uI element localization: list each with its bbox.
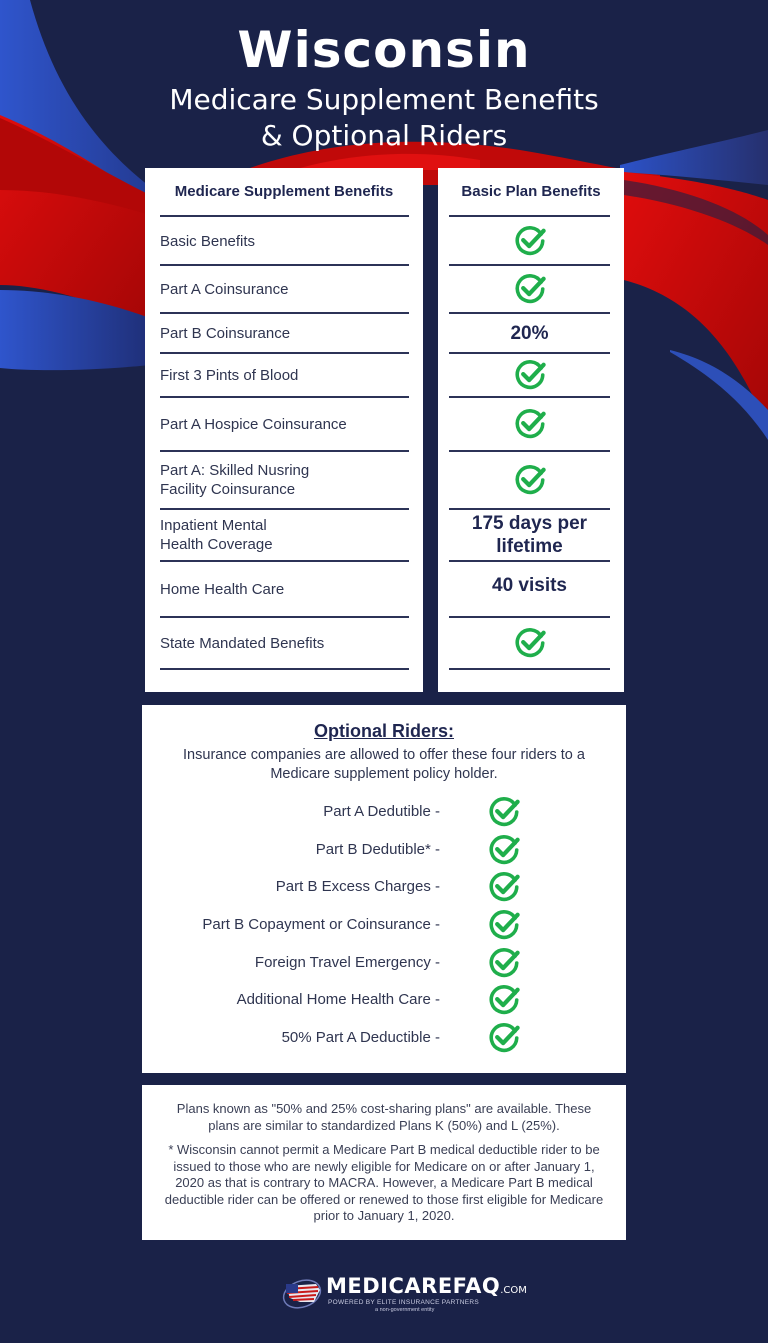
benefit-row-label: State Mandated Benefits	[160, 634, 325, 652]
plan-value-cell	[449, 398, 610, 450]
benefit-row-label: Part B Coinsurance	[160, 324, 291, 342]
divider	[160, 215, 409, 217]
plan-value-cell	[449, 218, 610, 264]
plan-value-cell	[449, 618, 610, 668]
rider-list	[142, 793, 626, 1057]
optional-riders-title: Optional Riders:	[313, 721, 454, 741]
green-check-icon	[513, 358, 547, 392]
rider-label: Part B Dedutible* -	[315, 840, 440, 858]
non-government-tagline: a non-government entity	[375, 1307, 435, 1313]
benefit-row-label: First 3 Pints of Blood	[160, 366, 299, 384]
plan-value-cell	[449, 354, 610, 396]
plan-value-line2: lifetime	[496, 536, 563, 557]
medicarefaq-logo	[280, 1272, 527, 1314]
page-subtitle-line2: & Optional Riders	[260, 119, 508, 152]
benefits-column-header: Medicare Supplement Benefits	[174, 183, 394, 200]
green-check-icon	[513, 224, 547, 258]
benefit-row-label-line1: Inpatient Mental	[160, 517, 267, 534]
green-check-icon	[487, 946, 521, 980]
green-check-icon	[487, 983, 521, 1017]
basic-plan-column-header: Basic Plan Benefits	[461, 183, 601, 200]
optional-riders-description: Insurance companies are allowed to offer these four riders to a Medicare supplement policy holder.	[183, 747, 585, 782]
rider-item	[142, 906, 626, 944]
rider-label: Part B Excess Charges -	[275, 878, 440, 896]
benefit-row-label: Home Health Care	[160, 580, 285, 598]
page-title: Wisconsin	[237, 21, 531, 79]
benefit-row-label-line2: Facility Coinsurance	[160, 481, 296, 498]
rider-label: Foreign Travel Emergency -	[254, 953, 440, 971]
green-check-icon	[487, 908, 521, 942]
divider	[449, 668, 610, 670]
brand-name: MEDICAREFAQ.COM	[326, 1274, 527, 1298]
plan-value-cell: 20%	[510, 322, 549, 344]
benefit-row-label-line1: Part A: Skilled Nusring	[160, 462, 310, 479]
green-check-icon	[513, 626, 547, 660]
part-b-deductible-footnote: * Wisconsin cannot permit a Medicare Part B medical deductible rider to be issued to those who are newly eligible for Medicare on or after January 1, 2020 as that is contrary to MACRA. However, a Medicare Part B medical deductible rider can be offered or renewed to those first eligible for Medicare prior to January 1, 2020.	[164, 1142, 604, 1223]
plan-value-cell	[449, 266, 610, 312]
divider	[449, 215, 610, 217]
notes-panel	[142, 1085, 626, 1240]
green-check-icon	[513, 463, 547, 497]
rider-item	[142, 981, 626, 1019]
rider-label: Additional Home Health Care -	[236, 991, 440, 1009]
plan-value-cell: 40 visits	[492, 575, 567, 596]
green-check-icon	[487, 833, 521, 867]
green-check-icon	[487, 1021, 521, 1055]
page-subtitle-line1: Medicare Supplement Benefits	[169, 83, 599, 116]
basic-plan-column-panel	[438, 168, 624, 692]
page-header	[0, 18, 768, 154]
benefit-row-label	[160, 452, 409, 508]
rider-item	[142, 793, 626, 831]
powered-by-text: POWERED BY ELITE INSURANCE PARTNERS	[328, 1299, 480, 1306]
cost-sharing-note: Plans known as "50% and 25% cost-sharing plans" are available. These plans are similar to standardized Plans K (50%) and L (25%).	[176, 1101, 592, 1133]
benefit-row-label: Basic Benefits	[160, 232, 256, 250]
divider	[160, 668, 409, 670]
optional-riders-panel	[142, 705, 626, 1073]
benefit-row-label: Part A Hospice Coinsurance	[160, 415, 347, 433]
benefits-column-panel	[145, 168, 423, 692]
benefit-row-label: Part A Coinsurance	[160, 280, 289, 298]
rider-label: 50% Part A Deductible -	[281, 1029, 440, 1047]
rider-item	[142, 1019, 626, 1057]
rider-label: Part B Copayment or Coinsurance -	[202, 916, 440, 934]
rider-item	[142, 944, 626, 982]
rider-label: Part A Dedutible -	[323, 803, 440, 820]
green-check-icon	[487, 795, 521, 829]
plan-value-cell	[449, 452, 610, 508]
plan-value-line1: 175 days per	[471, 513, 588, 534]
green-check-icon	[513, 407, 547, 441]
us-flag-map-icon	[280, 1272, 326, 1312]
rider-item	[142, 868, 626, 906]
green-check-icon	[487, 870, 521, 904]
rider-item	[142, 831, 626, 869]
green-check-icon	[513, 272, 547, 306]
benefit-row-label	[160, 510, 409, 560]
benefit-row-label-line2: Health Coverage	[160, 536, 273, 553]
plan-value-cell	[449, 510, 610, 560]
